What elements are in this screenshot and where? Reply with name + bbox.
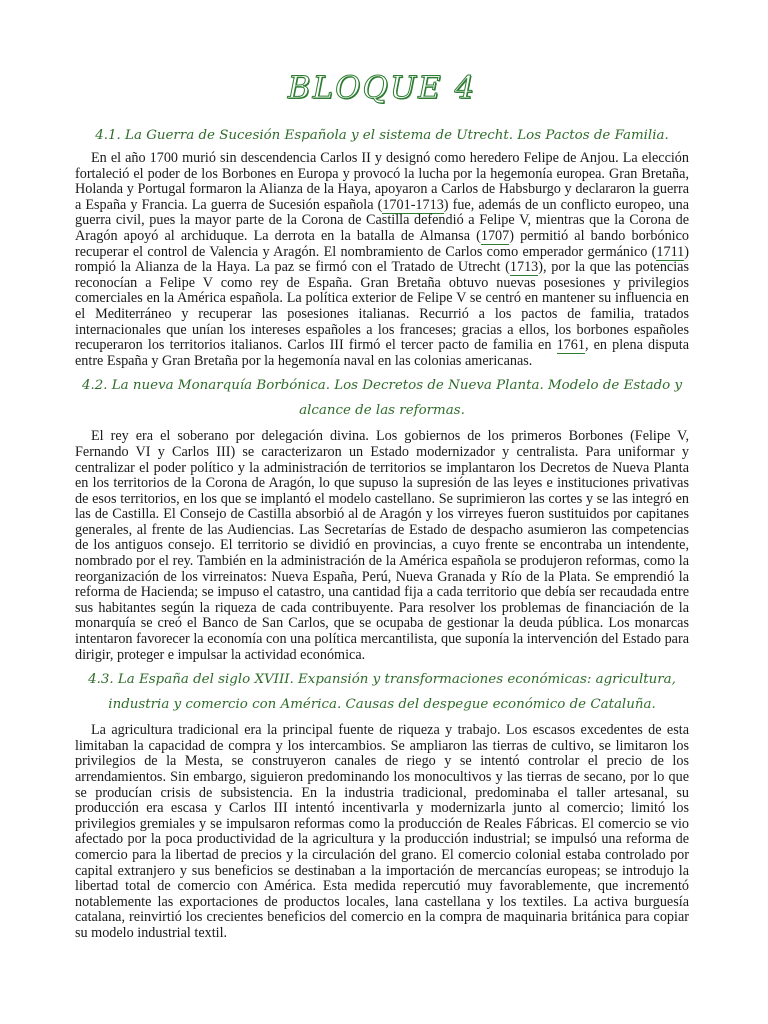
paragraph-text: En el año 1700 murió sin descendencia Carlos II y designó como heredero Felipe de Anjou. La elección fortaleció el poder de los Borbones en Europa y provocó la lucha por la hegemonía europea. Gran Bretaña, Holanda y Portugal formaron la Alianza de la Haya, apoyaron a Carlos de Habsburgo y declararon la guerra a España y Francia. La guerra de Sucesión española ( [75,150,689,213]
paragraph-text: ) permitió al bando borbónico recuperar el control de Valencia y Aragón. El nombramiento de Carlos como emperador germánico ( [75,227,690,260]
date-link-1761[interactable]: 1761 [556,337,585,354]
date-link-1701-1713[interactable]: 1701-1713 [382,196,444,213]
date-link-1713[interactable]: 1713 [509,259,539,276]
date-link-1707[interactable]: 1707 [480,227,510,244]
section-heading-4-2: 4.2. La nueva Monarquía Borbónica. Los Decretos de Nueva Planta. Modelo de Estado y alcance de las reformas. [81,378,683,419]
date-link-1711[interactable]: 1711 [656,243,685,260]
section-paragraph-4-2: El rey era el soberano por delegación divina. Los gobiernos de los primeros Borbones (Felipe V, Fernando VI y Carlos III) se caracterizaron un Estado modernizador y centralista. Para uniformar y centralizar el poder político y la administración de territorios se implantaron los Decretos de Nueva Planta en los territorios de la Corona de Aragón, lo que supuso la supresión de las leyes e instituciones privativas de esos territorios, en los que se implantó el modelo castellano. Se suprimieron las cortes y se las integró en las de Castilla. El Consejo de Castilla absorbió al de Aragón y los virreyes fueron sustituidos por capitanes generales, al frente de las Audiencias. Las Secretarías de Estado de despacho asumieron las competencias de los antiguos consejo. El territorio se dividió en provincias, a cuyo frente se encontraba un intendente, nombrado por el rey. También en la administración de la América española se produjeron reformas, como la reorganización de los virreinatos: Nueva España, Perú, Nueva Granada y Río de la Plata. Se emprendió la reforma de Hacienda; se impuso el catastro, una cantidad fija a cada territorio que debía ser recaudada entre sus habitantes según la riqueza de cada contribuyente. Para resolver los problemas de financiación de la monarquía se creó el Banco de San Carlos, que se ocupaba de gestionar la deuda pública. Los monarcas intentaron favorecer la economía con una política mercantilista, que suponía la intervención del Estado para dirigir, proteger e impulsar la actividad económica. [75,428,689,663]
paragraph-text: ) fue, además de un conflicto europeo, una guerra civil, pues la mayor parte de la Corona de Castilla defendió a Felipe V, mientras que la Corona de Aragón apoyó al archiduque. La derrota en la batalla de Almansa ( [75,196,689,244]
section-paragraph-4-1 [75,151,689,369]
document-title: BLOQUE 4 [287,70,477,106]
paragraph-text: ), por la que las potencias reconocían a Felipe V como rey de España. Gran Bretaña obtuvo nuevas posesiones y privilegios comerciales en la América española. La política exterior de Felipe V se centró en mantener su influencia en el Mediterráneo y recuperar las posesiones italianas. Recurrió a los pactos de familia, tratados internacionales que unían los intereses españoles a los franceses; gracias a ellos, los borbones españoles recuperaron los territorios italianos. Carlos III firmó el tercer pacto de familia en [75,259,689,354]
paragraph-text: , en plena disputa entre España y Gran Bretaña por la hegemonía naval en las colonias americanas. [75,337,689,369]
paragraph-text: ) rompió la Alianza de la Haya. La paz se firmó con el Tratado de Utrecht ( [75,243,689,276]
section-heading-4-3: 4.3. La España del siglo XVIII. Expansión y transformaciones económicas: agricultura, industria y comercio con América. Causas del despegue económico de Cataluña. [88,672,676,713]
section-heading-4-1: 4.1. La Guerra de Sucesión Española y el sistema de Utrecht. Los Pactos de Familia. [95,128,669,143]
section-paragraph-4-3: La agricultura tradicional era la principal fuente de riqueza y trabajo. Los escasos excedentes de esta limitaban la capacidad de compra y los intercambios. Se ampliaron las tierras de cultivo, se limitaron los privilegios de la Mesta, se construyeron canales de riego y se intentó controlar el precio de los arrendamientos. Sin embargo, siguieron predominando los monocultivos y las tierras de secano, por lo que se producían crisis de subsistencia. En la industria tradicional, predominaba el taller artesanal, su producción era escasa y Carlos III intentó incentivarla y modernizarla junto al comercio; limitó los privilegios gremiales y se impulsaron reformas como la producción de Reales Fábricas. El comercio se vio afectado por la poca productividad de la agricultura y la producción industrial; se impulsó una reforma de comercio para la libertad de precios y la circulación del grano. El comercio colonial estaba controlado por capital extranjero y sus beneficios se destinaban a la importación de mercancías europeas; se introdujo la libertad total de comercio con América. Esta medida repercutió muy favorablemente, que incrementó notablemente las exportaciones de productos locales, lana castellana y los textiles. La activa burguesía catalana, reinvirtió los crecientes beneficios del comercio en la compra de maquinaria británica para copiar su modelo industrial textil. [75,722,689,941]
